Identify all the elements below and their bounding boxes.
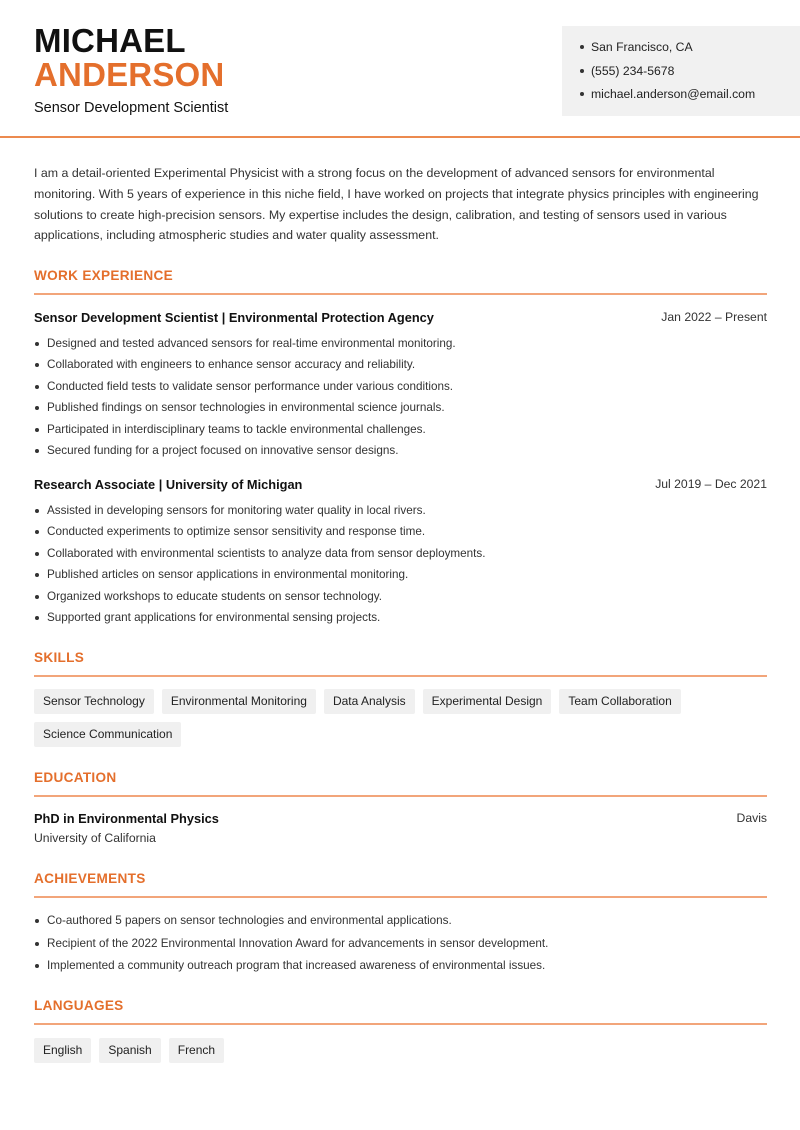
job-dates: Jul 2019 – Dec 2021 [655,477,767,491]
list-item: Published articles on sensor applications in environmental monitoring. [34,567,767,588]
section-title-achievements: ACHIEVEMENTS [34,871,146,886]
list-item: Collaborated with environmental scientists to analyze data from sensor deployments. [34,546,767,567]
first-name: MICHAEL [34,22,186,59]
job-heading: Research Associate | University of Michigan [34,477,303,492]
skill-chip: Experimental Design [423,689,552,714]
list-item: Conducted experiments to optimize sensor sensitivity and response time. [34,524,767,545]
job-bullets [34,336,767,464]
list-item: Co-authored 5 papers on sensor technologies and environmental applications. [34,913,767,936]
job-heading: Sensor Development Scientist | Environmental Protection Agency [34,310,434,325]
section-title-education: EDUCATION [34,770,117,785]
list-item: Designed and tested advanced sensors for real-time environmental monitoring. [34,336,767,357]
list-item: Implemented a community outreach program that increased awareness of environmental issues. [34,958,767,981]
list-item: Secured funding for a project focused on innovative sensor designs. [34,443,767,464]
list-item: Participated in interdisciplinary teams to tackle environmental challenges. [34,422,767,443]
skill-chip: Team Collaboration [559,689,680,714]
section-divider [34,795,767,797]
languages-list [34,1038,774,1063]
contact-email[interactable]: michael.anderson@email.com [580,86,800,110]
list-item: Published findings on sensor technologies in environmental science journals. [34,400,767,421]
candidate-name [34,24,224,92]
job-title: Sensor Development Scientist [34,100,229,116]
contact-box [562,26,800,116]
section-divider [34,675,767,677]
section-title-languages: LANGUAGES [34,998,124,1013]
section-divider [34,896,767,898]
education-location: Davis [736,811,767,825]
job-header [34,310,767,325]
summary-paragraph: I am a detail-oriented Experimental Physicist with a strong focus on the development of advanced sensors for environmental monitoring. With 5 years of experience in this niche field, I have worked on projects that integrate physics principles with engineering solutions to create high-precision sensors. My expertise includes the design, calibration, and testing of sensors used in various applications, including atmospheric studies and water quality assessment. [34,166,759,243]
education-degree: PhD in Environmental Physics [34,811,219,826]
section-title-work: WORK EXPERIENCE [34,268,173,283]
job-dates: Jan 2022 – Present [661,310,767,324]
language-chip: Spanish [99,1038,160,1063]
job-header [34,477,767,492]
education-school: University of California [34,831,156,845]
list-item: Supported grant applications for environmental sensing projects. [34,610,767,631]
skill-chip: Sensor Technology [34,689,154,714]
skills-list [34,689,774,747]
resume-header [0,0,800,138]
contact-location: San Francisco, CA [580,39,800,63]
last-name: ANDERSON [34,56,225,93]
achievements-list [34,913,767,981]
language-chip: English [34,1038,91,1063]
section-divider [34,1023,767,1025]
section-divider [34,293,767,295]
language-chip: French [169,1038,224,1063]
section-title-skills: SKILLS [34,650,85,665]
skill-chip: Data Analysis [324,689,415,714]
list-item: Recipient of the 2022 Environmental Innovation Award for advancements in sensor development. [34,936,767,959]
list-item: Collaborated with engineers to enhance sensor accuracy and reliability. [34,357,767,378]
contact-phone: (555) 234-5678 [580,63,800,87]
list-item: Organized workshops to educate students on sensor technology. [34,589,767,610]
list-item: Assisted in developing sensors for monitoring water quality in local rivers. [34,503,767,524]
list-item: Conducted field tests to validate sensor performance under various conditions. [34,379,767,400]
job-bullets [34,503,767,631]
skill-chip: Environmental Monitoring [162,689,316,714]
skill-chip: Science Communication [34,722,181,747]
